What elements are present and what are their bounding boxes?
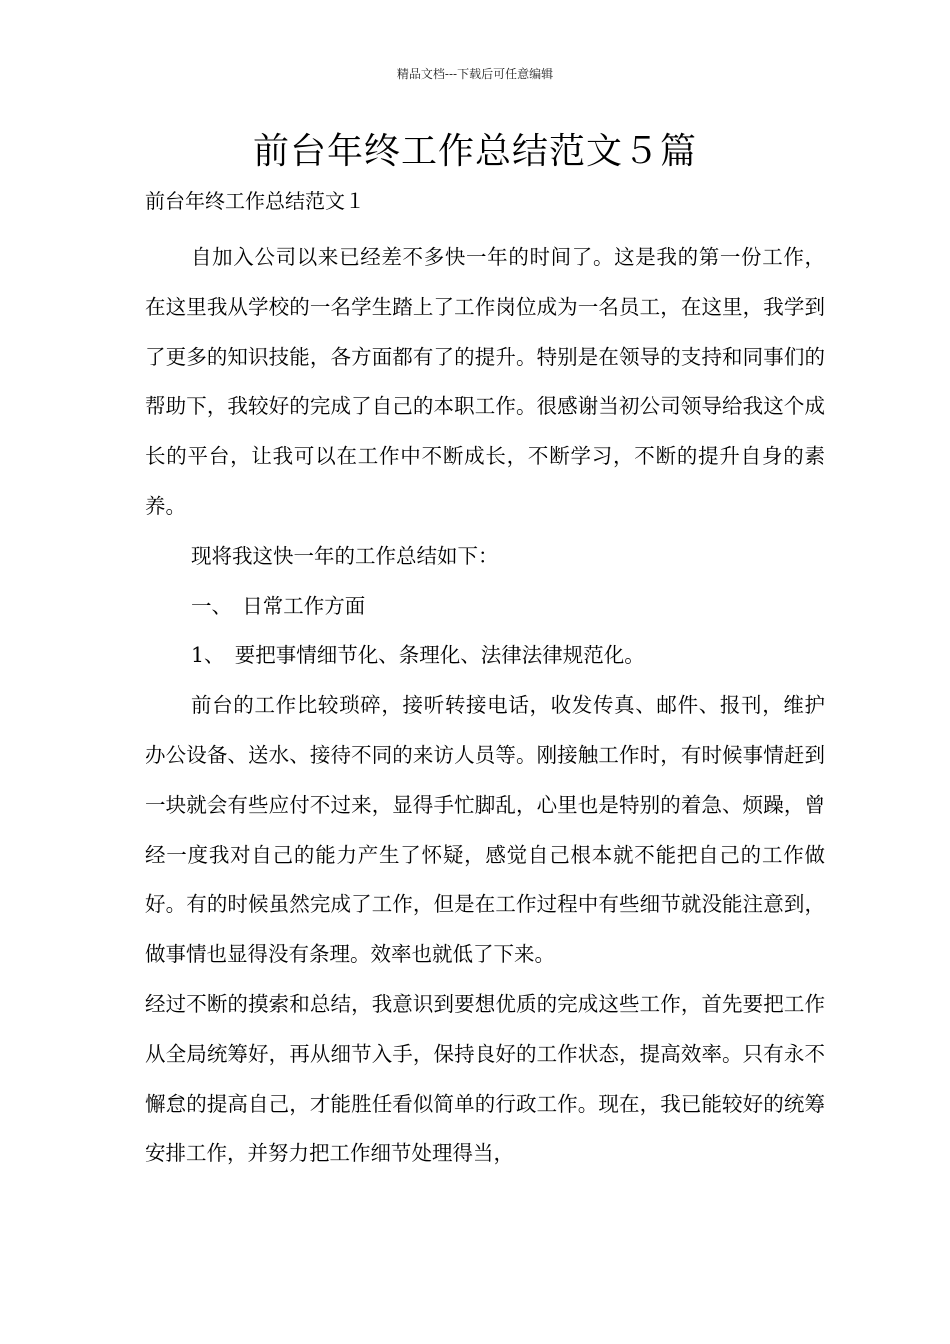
section-heading-daily-work: 一、 日常工作方面 — [191, 593, 366, 618]
document-title: 前台年终工作总结范文５篇 — [252, 131, 697, 172]
paragraph-summary-lead: 现将我这快一年的工作总结如下： — [191, 543, 499, 568]
paragraph-intro: 自加入公司以来已经差不多快一年的时间了。这是我的第一份工作，在这里我从学校的一名学生踏上了工作岗位成为一名员工，在这里，我学到了更多的知识技能，各方面都有了的提升。特别是在领导的支持和同事们的帮助下，我较好的完成了自己的本职工作。很感谢当初公司领导给我这个成长的平台，让我可以在工作中不断成长，不断学习，不断的提升自身的素养。 — [145, 245, 825, 518]
page-header: 精品文档---下载后可任意编辑 — [396, 67, 554, 81]
paragraph-improvement: 经过不断的摸索和总结，我意识到要想优质的完成这些工作，首先要把工作从全局统筹好，再从细节入手，保持良好的工作状态，提高效率。只有永不懈怠的提高自己，才能胜任看似简单的行政工作。现在，我已能较好的统筹安排工作，并努力把工作细节处理得当， — [145, 991, 825, 1166]
section-subtitle: 前台年终工作总结范文１ — [145, 189, 365, 213]
document-body — [145, 233, 825, 1179]
list-item-1: 1、 要把事情细节化、条理化、法律法律规范化。 — [191, 643, 645, 668]
paragraph-front-desk-duties: 前台的工作比较琐碎，接听转接电话，收发传真、邮件、报刊，维护办公设备、送水、接待不同的来访人员等。刚接触工作时，有时候事情赶到一块就会有些应付不过来，显得手忙脚乱，心里也是特别的着急、烦躁，曾经一度我对自己的能力产生了怀疑，感觉自己根本就不能把自己的工作做好。有的时候虽然完成了工作，但是在工作过程中有些细节就没能注意到，做事情也显得没有条理。效率也就低了下来。 — [145, 693, 825, 967]
